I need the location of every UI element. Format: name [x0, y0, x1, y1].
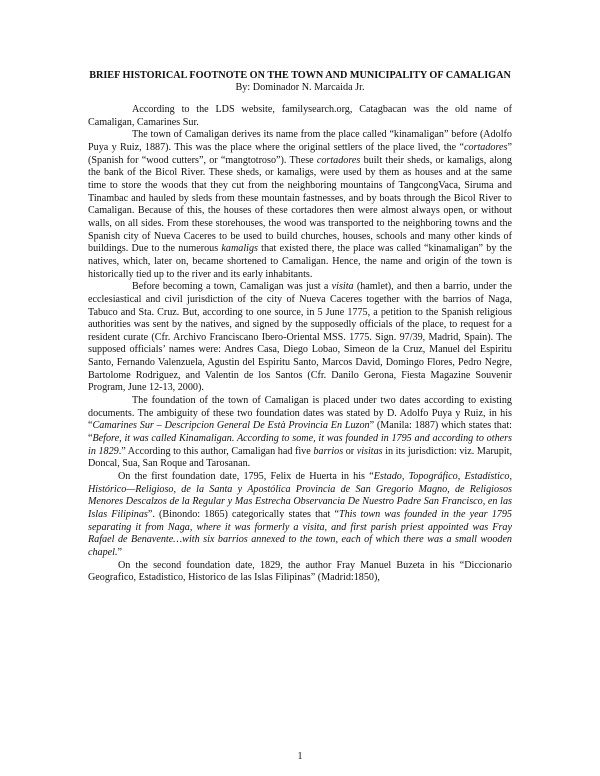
text-segment: The town of Camaligan derives its name from the place called “kinamaligan” before (Adolfo Puya y Ruiz, 1887). This was the place where the original settlers of the place lived, the “ — [88, 129, 512, 153]
italic-text-segment: cortadores — [316, 154, 361, 166]
text-segment: ”. (Binondo: 1865) categorically states that “ — [147, 509, 339, 520]
paragraph-lds-website — [88, 104, 512, 129]
text-segment: (hamlet), and then a barrio, under the ecclesiastical and civil jurisdiction of the city of Nueva Caceres together with the barrios of Naga, Tabuco and Sta. Cruz. But, according to one source, in 5 June 1775, a petition to the Spanish religious authorities was sent by the natives, and signed by the supposedly officials of the place, to request for a resident curate (Cfr. Archivo Franciscano Ibero-Oriental MSS. 1775. Sign. 97/39, Madrid, Spain). The supposed officials’ names were: Andres Casa, Diego Lobao, Simeon de la Cruz, Manuel del Espiritu Santo, Fernando Valenzuela, Agustin del Espiritu Santo, Marcos David, Domingo Flores, Pedro Negre, Bartolome Rodriguez, and Valentin de los Santos (Cfr. Danilo Gerona, Fiesta Magazine Souvenir Program, June 12-13, 2000). — [88, 281, 512, 394]
page-number: 1 — [297, 751, 303, 762]
text-segment: The foundation of the town of Camaligan is placed under two dates according to existing documents. The ambiguity of these two foundation dates was stated by D. Adolfo Puya y Ruiz, in his “ — [88, 395, 512, 432]
paragraph-foundation-dates — [88, 395, 512, 471]
text-segment: ” (Spanish for “wood cutters”, or “mangtotroso”). These — [88, 141, 512, 166]
italic-text-segment: Before, it was called Kinamaligan. According to some, it was founded in 1795 and according to others in 1829 — [88, 433, 512, 457]
italic-text-segment: visitas — [356, 445, 383, 457]
author-byline: By: Dominador N. Marcaida Jr. — [235, 81, 365, 93]
text-segment: ” — [117, 546, 123, 558]
italic-text-segment: barrios — [313, 445, 344, 457]
text-segment: built their sheds, or kamaligs, along the bank of the Bicol River. These sheds, or kamaligs, were used by them as houses and at the same time to store the woods that they cut from the neighboring mountains of TangcongVaca, Siruma and Tinambac and hauled by sleds from these mountain fastnesses, and by boats through the Bicol River to Camaligan. Because of this, the houses of these cortadores then were almost always open, or without walls, on all sides. From these storehouses, the wood was transported to the neighboring towns and the Spanish city of Nueva Caceres to be used to build churches, houses, schools and many other kinds of buildings. Due to the numerous — [88, 154, 512, 255]
italic-text-segment: visita — [331, 281, 354, 293]
paragraph-second-foundation — [88, 560, 512, 585]
italic-text-segment: kamaligs — [221, 243, 258, 255]
italic-text-segment: Camarines Sur – Descripcion General De Està Provincia En Luzon — [92, 420, 370, 432]
text-segment: in its jurisdiction: viz. Marupit, Doncal, Sua, San Roque and Tarosanan. — [88, 445, 512, 470]
paragraph-before-town — [88, 281, 512, 395]
text-segment: or — [343, 445, 357, 457]
document-title: BRIEF HISTORICAL FOOTNOTE ON THE TOWN AND MUNICIPALITY OF CAMALIGAN — [89, 70, 511, 81]
text-segment: On the first foundation date, 1795, Felix de Huerta in his “ — [118, 471, 374, 483]
text-segment: Before becoming a town, Camaligan was just a — [132, 281, 332, 293]
text-segment: ” (Manila: 1887) which states that: “ — [88, 420, 512, 445]
paragraph-first-foundation — [88, 471, 512, 560]
document-page — [88, 70, 512, 585]
text-segment: According to the LDS website, familysearch.org, Catagbacan was the old name of Camaligan, Camarines Sur. — [88, 104, 512, 128]
text-segment: .” According to this author, Camaligan had five — [118, 445, 314, 457]
paragraph-name-origin — [88, 129, 512, 281]
text-segment: On the second foundation date, 1829, the author Fray Manuel Buzeta in his “Diccionario Geografico, Estadistico, Historico de las Islas Filipinas” (Madrid:1850), — [88, 559, 512, 584]
italic-text-segment: Estado, Topográfico, Estadístico, Histórico—Religioso, de la Santa y Apostólica Provincia de San Gregorio Magno, de Religiosos Menores Descalzos de la Regular y Mas Estrecha Observancia De Nuestro Padre San Francisco, en las Islas Filipinas — [88, 471, 512, 520]
italic-text-segment: cortadores — [464, 141, 508, 153]
italic-text-segment: This town was founded in the year 1795 separating it from Naga, where it was formerly a visita, and first parish priest appointed was Fray Rafael de Benavente…with six barrios annexed to the town, each of which there was a small wooden chapel. — [88, 509, 512, 558]
text-segment: that existed there, the place was called “kinamaligan” by the natives, which, later on, became shortened to Camaligan. Hence, the name and origin of the town is historically tied up to the river and its early inhabitants. — [88, 243, 512, 280]
